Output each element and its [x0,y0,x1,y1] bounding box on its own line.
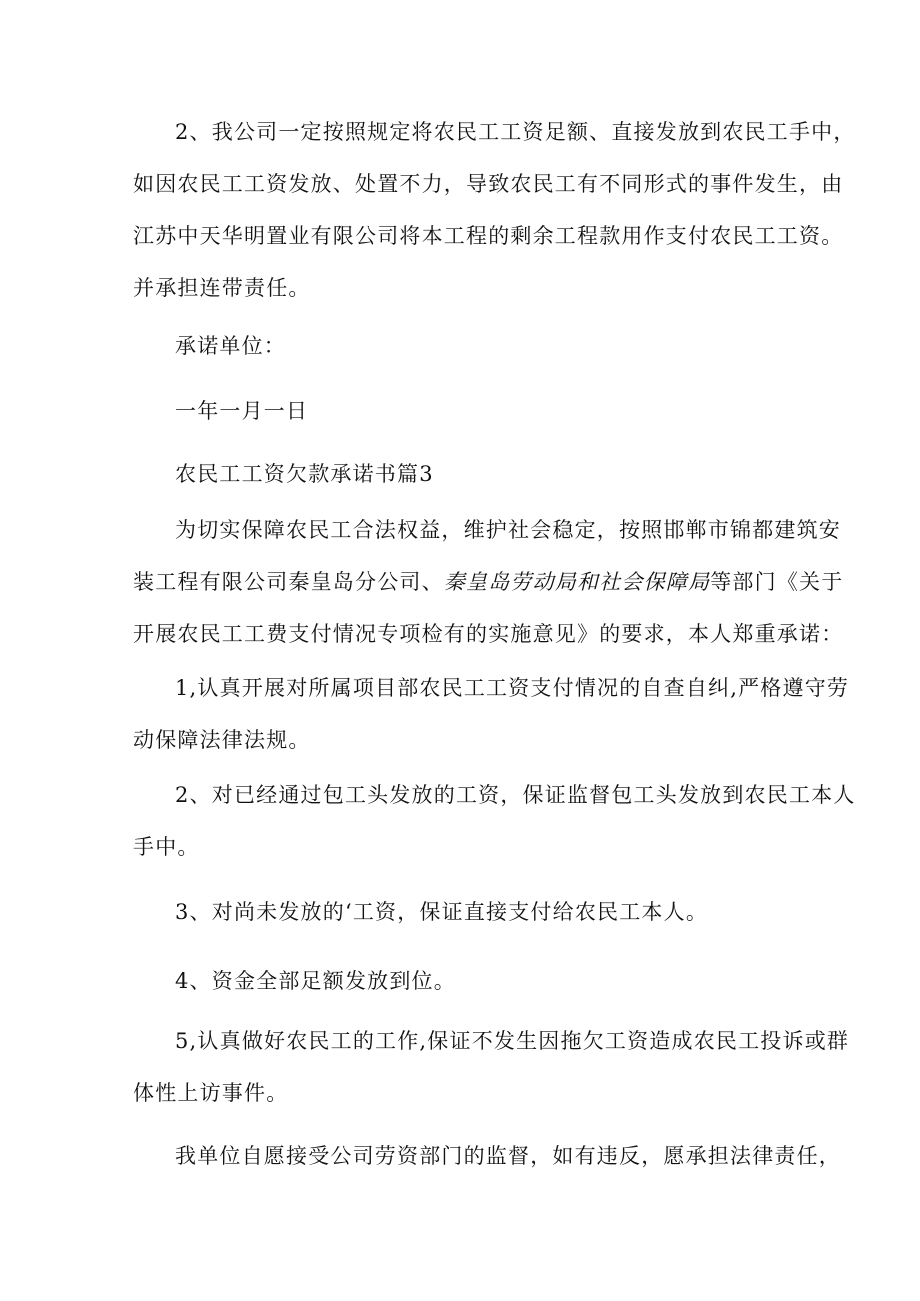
paragraph-line: 2、对已经通过包工头发放的工资，保证监督包工头发放到农民工本人 [175,783,856,807]
paragraph-segment-italic: 秦皇岛劳动局和社会保障局 [443,570,711,594]
paragraph-line: 开展农民工工费支付情况专项检有的实施意见》的要求，本人郑重承诺： [133,622,844,646]
commitment-item-2 [133,777,856,865]
paragraph-line: 江苏中天华明置业有限公司将本工程的剩余工程款用作支付农民工工资。 [133,224,844,248]
paragraph-line: 2、我公司一定按照规定将农民工工资足额、直接发放到农民工手中， [175,120,856,144]
date-line [133,393,793,429]
paragraph-segment: 装工程有限公司秦皇岛分公司、 [133,570,444,594]
paragraph-line [133,564,844,600]
commitment-item-3 [133,894,793,930]
paragraph-intro [133,512,844,652]
closing-paragraph [133,1138,841,1174]
commitment-item-4 [133,963,793,999]
commitment-item-1 [133,670,850,758]
paragraph-line: 动保障法律法规。 [133,728,311,752]
section-heading [133,456,793,492]
paragraph-segment: 等部门《关于 [710,570,844,594]
paragraph-line: 手中。 [133,835,200,859]
date-text: 一年一月一日 [175,399,309,423]
paragraph-commitment-2 [133,114,856,306]
paragraph-line: 1,认真开展对所属项目部农民工工资支付情况的自查自纠,严格遵守劳 [175,676,850,700]
commit-unit-text: 承诺单位： [175,334,286,358]
commit-unit-label [133,328,793,364]
paragraph-line: 5,认真做好农民工的工作,保证不发生因拖欠工资造成农民工投诉或群 [175,1029,850,1053]
heading-text: 农民工工资欠款承诺书篇3 [175,462,434,486]
paragraph-line: 体性上访事件。 [133,1081,289,1105]
paragraph-line: 3、对尚未发放的‘工资，保证直接支付给农民工本人。 [175,900,709,924]
commitment-item-5 [133,1023,850,1111]
paragraph-line: 4、资金全部足额发放到位。 [175,969,456,993]
paragraph-line: 并承担连带责任。 [133,276,311,300]
paragraph-line: 为切实保障农民工合法权益，维护社会稳定，按照邯郸市锦都建筑安 [175,518,841,542]
paragraph-line: 如因农民工工资发放、处置不力，导致农民工有不同形式的事件发生，由 [133,172,844,196]
paragraph-line: 我单位自愿接受公司劳资部门的监督，如有违反，愿承担法律责任， [175,1144,841,1168]
